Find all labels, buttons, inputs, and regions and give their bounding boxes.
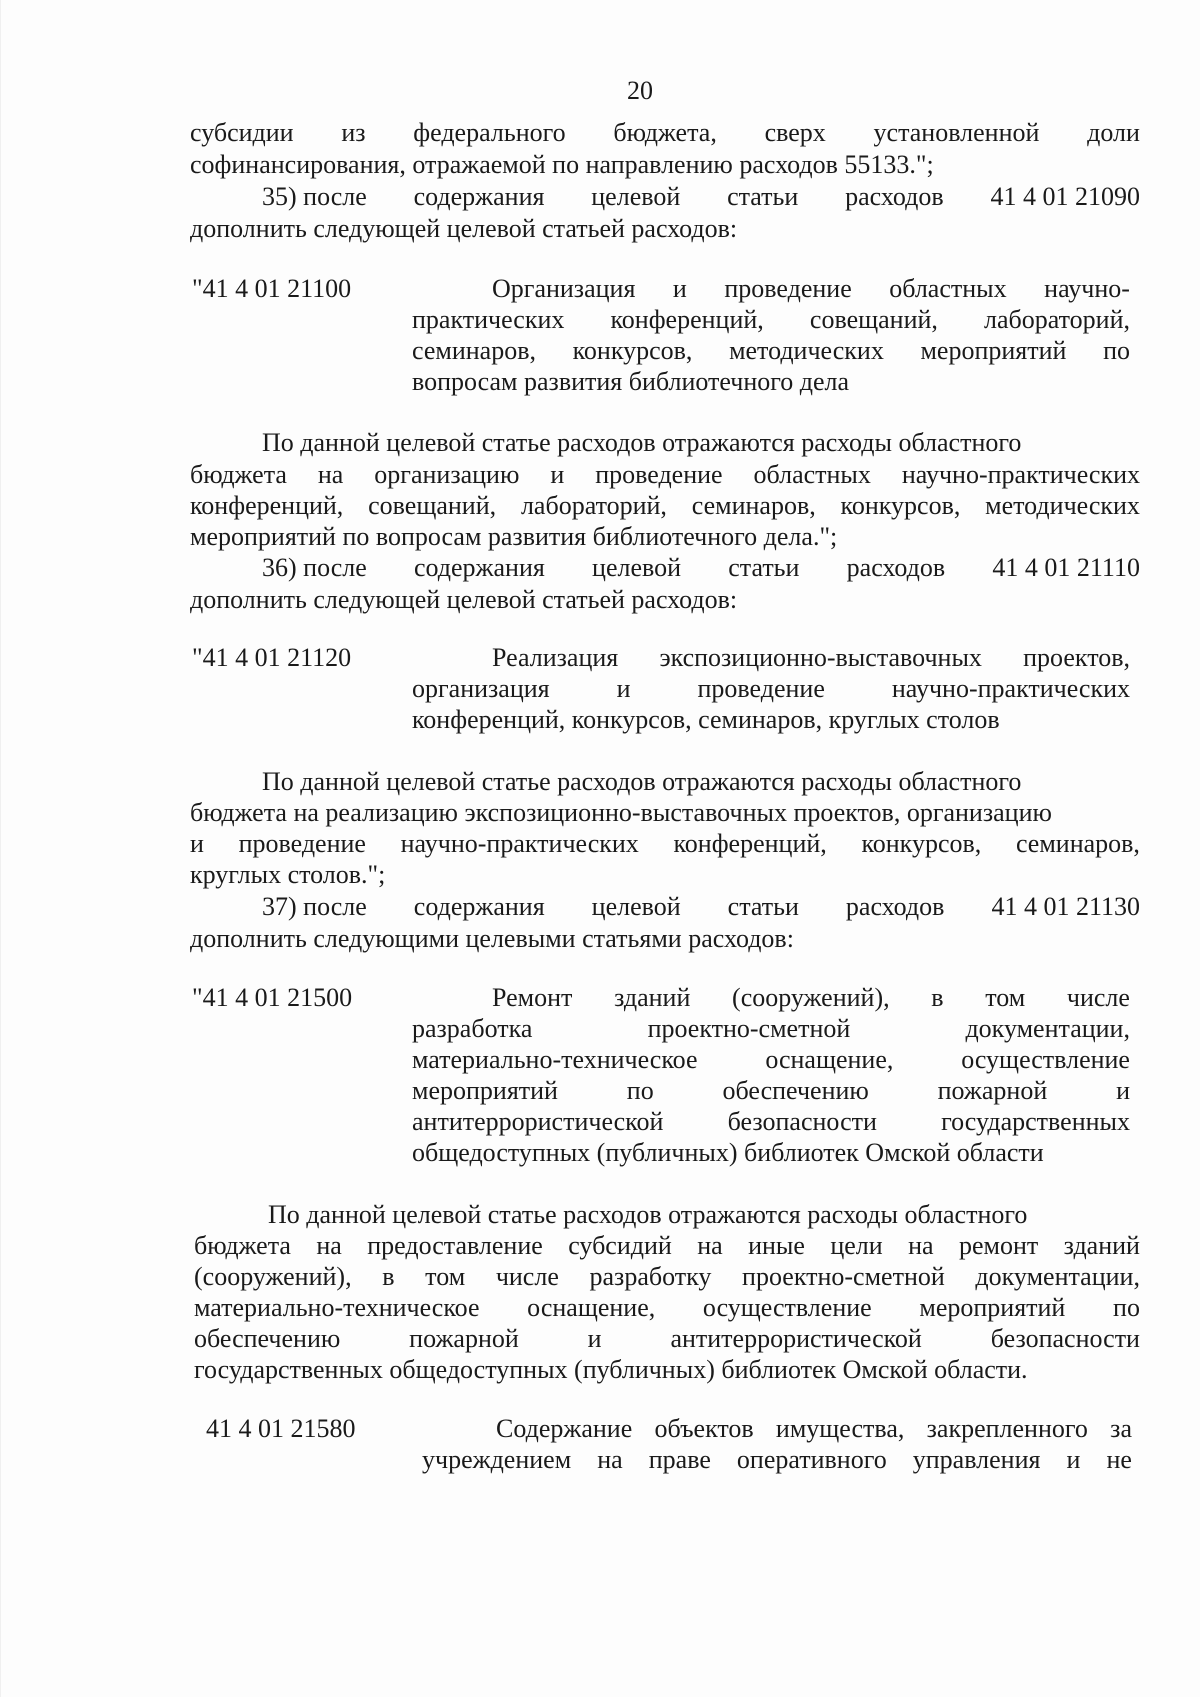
page-number: 20 xyxy=(627,76,653,105)
item-37-line: 37) после содержания целевой статьи расходов 41 4 01 21130 xyxy=(262,892,1140,921)
expense-title-line: учреждением на праве оперативного управления и не xyxy=(422,1445,1132,1474)
description-line: бюджета на реализацию экспозиционно-выставочных проектов, организацию xyxy=(190,798,1052,827)
item-37-line: дополнить следующими целевыми статьями расходов: xyxy=(190,924,794,953)
expense-code: "41 4 01 21120 xyxy=(192,643,352,672)
description-line: конференций, совещаний, лабораторий, семинаров, конкурсов, методических xyxy=(190,491,1140,520)
expense-title-line: Реализация экспозиционно-выставочных проектов, xyxy=(492,643,1130,672)
description-line: бюджета на организацию и проведение областных научно-практических xyxy=(190,460,1140,489)
expense-title-line: общедоступных (публичных) библиотек Омской области xyxy=(412,1138,1044,1167)
expense-title-line: Содержание объектов имущества, закрепленного за xyxy=(496,1414,1132,1443)
description-line: По данной целевой статье расходов отражаются расходы областного xyxy=(268,1200,1028,1229)
expense-title-line: антитеррористической безопасности государственных xyxy=(412,1107,1130,1136)
description-line: круглых столов."; xyxy=(190,860,386,889)
description-line: По данной целевой статье расходов отражаются расходы областного xyxy=(262,767,1022,796)
description-line: обеспечению пожарной и антитеррористической безопасности xyxy=(194,1324,1140,1353)
expense-title-line: организация и проведение научно-практических xyxy=(412,674,1130,703)
expense-code: 41 4 01 21580 xyxy=(206,1414,356,1443)
description-line: По данной целевой статье расходов отражаются расходы областного xyxy=(262,428,1022,457)
description-line: (сооружений), в том числе разработку проектно-сметной документации, xyxy=(194,1262,1140,1291)
description-line: и проведение научно-практических конференций, конкурсов, семинаров, xyxy=(190,829,1140,858)
item-36-line: дополнить следующей целевой статьей расходов: xyxy=(190,585,738,614)
item-36-line: 36) после содержания целевой статьи расходов 41 4 01 21110 xyxy=(262,553,1140,582)
expense-code: "41 4 01 21100 xyxy=(192,274,352,303)
expense-title-line: вопросам развития библиотечного дела xyxy=(412,367,850,396)
expense-title-line: конференций, конкурсов, семинаров, круглых столов xyxy=(412,705,1000,734)
expense-title-line: Ремонт зданий (сооружений), в том числе xyxy=(492,983,1130,1012)
expense-title-line: разработка проектно-сметной документации, xyxy=(412,1014,1130,1043)
item-35-line: дополнить следующей целевой статьей расходов: xyxy=(190,214,738,243)
expense-title-line: материально-техническое оснащение, осуществление xyxy=(412,1045,1130,1074)
description-line: бюджета на предоставление субсидий на иные цели на ремонт зданий xyxy=(194,1231,1140,1260)
description-line: мероприятий по вопросам развития библиотечного дела."; xyxy=(190,522,838,551)
description-line: государственных общедоступных (публичных) библиотек Омской области. xyxy=(194,1355,1028,1384)
scan-edge xyxy=(0,0,1,1697)
description-line: материально-техническое оснащение, осуществление мероприятий по xyxy=(194,1293,1140,1322)
expense-title-line: мероприятий по обеспечению пожарной и xyxy=(412,1076,1130,1105)
expense-title-line: практических конференций, совещаний, лабораторий, xyxy=(412,305,1130,334)
paragraph-line: субсидии из федерального бюджета, сверх установленной доли xyxy=(190,118,1140,147)
expense-code: "41 4 01 21500 xyxy=(192,983,353,1012)
paragraph-line: софинансирования, отражаемой по направлению расходов 55133."; xyxy=(190,150,934,179)
item-35-line: 35) после содержания целевой статьи расходов 41 4 01 21090 xyxy=(262,182,1140,211)
expense-title-line: Организация и проведение областных научно- xyxy=(492,274,1130,303)
expense-title-line: семинаров, конкурсов, методических мероприятий по xyxy=(412,336,1130,365)
